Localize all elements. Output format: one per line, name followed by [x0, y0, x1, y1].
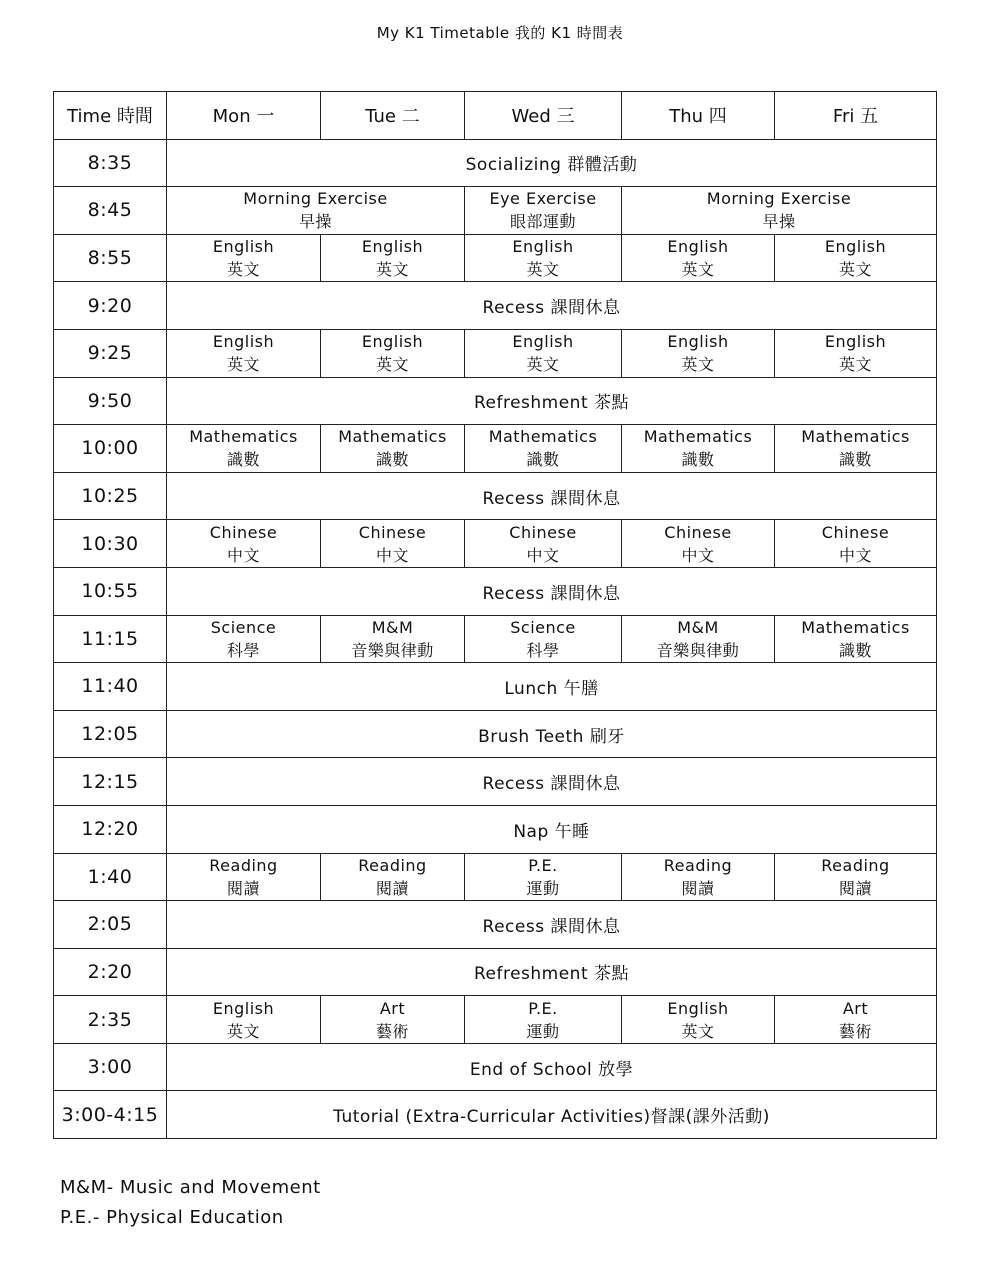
subject-en: English [212, 237, 275, 257]
subject-cell [465, 234, 622, 282]
subject-zh: 英文 [838, 260, 872, 280]
subject-zh: 閱讀 [838, 878, 872, 898]
subject-cell [167, 996, 321, 1044]
header-fri: Fri 五 [775, 92, 937, 140]
subject-zh: 眼部運動 [509, 212, 576, 232]
subject-cell [321, 520, 465, 568]
subject-en: P.E. [528, 998, 558, 1018]
table-row [54, 187, 937, 235]
time-cell: 9:50 [54, 377, 167, 425]
table-row [54, 853, 937, 901]
subject-zh: 識數 [375, 450, 409, 470]
table-row [54, 567, 937, 615]
subject-en: English [512, 237, 574, 257]
subject-en: Science [510, 617, 576, 637]
subject-en: English [361, 332, 424, 352]
table-row [54, 520, 937, 568]
subject-zh: 英文 [375, 260, 409, 280]
table-row [54, 996, 937, 1044]
subject-cell [321, 329, 465, 377]
subject-cell [775, 329, 937, 377]
header-tue: Tue 二 [321, 92, 465, 140]
activity-cell: Recess 課間休息 [167, 282, 937, 330]
activity-cell: Recess 課間休息 [167, 758, 937, 806]
time-cell: 8:45 [54, 187, 167, 235]
table-row [54, 425, 937, 473]
subject-zh: 英文 [681, 1021, 715, 1041]
footnote-pe: P.E.- Physical Education [60, 1207, 284, 1228]
subject-en: English [824, 332, 887, 352]
subject-zh: 識數 [838, 640, 872, 660]
subject-cell [622, 425, 775, 473]
subject-en: Chinese [509, 522, 577, 542]
table-row [54, 329, 937, 377]
subject-zh: 英文 [681, 260, 715, 280]
header-mon: Mon 一 [167, 92, 321, 140]
subject-cell [775, 234, 937, 282]
subject-en: Reading [209, 855, 278, 875]
subject-en: English [824, 237, 887, 257]
subject-zh: 科學 [226, 640, 260, 660]
footnotes [60, 1173, 321, 1233]
subject-en: English [512, 332, 574, 352]
subject-zh: 音樂與律動 [351, 640, 434, 660]
subject-zh: 英文 [226, 1021, 260, 1041]
subject-en: English [667, 237, 729, 257]
subject-cell [321, 234, 465, 282]
time-cell: 11:15 [54, 615, 167, 663]
header-wed: Wed 三 [465, 92, 622, 140]
subject-en: P.E. [528, 855, 558, 875]
subject-zh: 音樂與律動 [656, 640, 740, 660]
table-row [54, 139, 937, 187]
table-row [54, 948, 937, 996]
table-row [54, 901, 937, 949]
time-cell: 2:35 [54, 996, 167, 1044]
subject-en: English [667, 332, 729, 352]
activity-cell: Recess 課間休息 [167, 901, 937, 949]
subject-zh: 識數 [681, 450, 715, 470]
subject-zh: 閱讀 [375, 878, 409, 898]
subject-cell [167, 853, 321, 901]
activity-cell: Tutorial (Extra-Curricular Activities)督課(課外活動) [167, 1091, 937, 1139]
subject-cell [622, 329, 775, 377]
table-row [54, 758, 937, 806]
subject-en: Chinese [209, 522, 278, 542]
time-cell: 3:00 [54, 1043, 167, 1091]
table-row [54, 1043, 937, 1091]
subject-en: Mathematics [488, 427, 598, 447]
subject-zh: 英文 [838, 355, 872, 375]
subject-cell [775, 853, 937, 901]
subject-cell [465, 996, 622, 1044]
subject-en: Science [210, 617, 277, 637]
subject-cell [775, 615, 937, 663]
subject-zh: 藝術 [838, 1021, 872, 1041]
subject-en: Art [842, 998, 869, 1018]
time-cell: 2:05 [54, 901, 167, 949]
subject-en: English [361, 237, 424, 257]
subject-cell [465, 187, 622, 235]
time-cell: 10:25 [54, 472, 167, 520]
subject-en: Reading [358, 855, 427, 875]
subject-en: Reading [663, 855, 733, 875]
subject-cell [167, 615, 321, 663]
activity-cell: Refreshment 茶點 [167, 377, 937, 425]
time-cell: 10:55 [54, 567, 167, 615]
subject-zh: 英文 [226, 355, 260, 375]
subject-en: Chinese [821, 522, 890, 542]
subject-en: Mathematics [189, 427, 298, 447]
subject-zh: 藝術 [375, 1021, 409, 1041]
subject-cell [465, 425, 622, 473]
subject-cell [321, 425, 465, 473]
activity-cell: End of School 放學 [167, 1043, 937, 1091]
table-row [54, 615, 937, 663]
subject-cell [167, 425, 321, 473]
header-thu: Thu 四 [622, 92, 775, 140]
subject-cell [622, 187, 937, 235]
subject-cell [465, 329, 622, 377]
header-row [54, 92, 937, 140]
subject-cell [622, 520, 775, 568]
subject-zh: 中文 [226, 545, 260, 565]
subject-cell [321, 615, 465, 663]
subject-zh: 閱讀 [226, 878, 260, 898]
subject-en: Morning Exercise [706, 189, 852, 209]
time-cell: 2:20 [54, 948, 167, 996]
table-row [54, 710, 937, 758]
footnote-mm: M&M- Music and Movement [60, 1177, 321, 1198]
activity-cell: Lunch 午膳 [167, 663, 937, 711]
subject-cell [321, 996, 465, 1044]
subject-cell [622, 996, 775, 1044]
activity-cell: Brush Teeth 刷牙 [167, 710, 937, 758]
subject-en: English [212, 332, 275, 352]
activity-cell: Socializing 群體活動 [167, 139, 937, 187]
activity-cell: Recess 課間休息 [167, 472, 937, 520]
subject-zh: 英文 [526, 260, 560, 280]
time-cell: 12:20 [54, 805, 167, 853]
subject-en: Mathematics [643, 427, 753, 447]
subject-cell [775, 425, 937, 473]
time-cell: 9:25 [54, 329, 167, 377]
subject-en: Mathematics [801, 617, 910, 637]
time-cell: 9:20 [54, 282, 167, 330]
subject-zh: 中文 [526, 545, 560, 565]
subject-cell [622, 615, 775, 663]
subject-zh: 早操 [762, 212, 796, 232]
activity-cell: Recess 課間休息 [167, 567, 937, 615]
subject-cell [465, 520, 622, 568]
time-cell: 12:05 [54, 710, 167, 758]
subject-zh: 運動 [526, 878, 560, 898]
subject-cell [622, 853, 775, 901]
subject-zh: 早操 [298, 212, 332, 232]
subject-cell [167, 520, 321, 568]
subject-zh: 英文 [226, 260, 260, 280]
subject-cell [465, 615, 622, 663]
activity-cell: Refreshment 茶點 [167, 948, 937, 996]
subject-cell [465, 853, 622, 901]
table-row [54, 663, 937, 711]
timetable [53, 91, 937, 1139]
time-cell: 3:00-4:15 [54, 1091, 167, 1139]
subject-zh: 運動 [526, 1021, 560, 1041]
subject-en: M&M [677, 617, 719, 637]
time-cell: 1:40 [54, 853, 167, 901]
subject-cell [775, 996, 937, 1044]
subject-en: Mathematics [338, 427, 447, 447]
time-cell: 8:55 [54, 234, 167, 282]
table-row [54, 805, 937, 853]
subject-en: English [212, 998, 275, 1018]
subject-cell [167, 234, 321, 282]
subject-zh: 識數 [226, 450, 260, 470]
subject-zh: 英文 [526, 355, 560, 375]
table-row [54, 377, 937, 425]
table-row [54, 234, 937, 282]
subject-en: Reading [821, 855, 890, 875]
subject-zh: 中文 [838, 545, 872, 565]
table-row [54, 1091, 937, 1139]
subject-zh: 中文 [681, 545, 715, 565]
time-cell: 12:15 [54, 758, 167, 806]
subject-cell [167, 329, 321, 377]
subject-zh: 識數 [838, 450, 872, 470]
table-row [54, 282, 937, 330]
subject-cell [622, 234, 775, 282]
subject-en: Chinese [664, 522, 732, 542]
subject-zh: 閱讀 [681, 878, 715, 898]
time-cell: 11:40 [54, 663, 167, 711]
page-title: My K1 Timetable 我的 K1 時間表 [376, 24, 624, 42]
subject-en: Chinese [358, 522, 427, 542]
subject-en: Eye Exercise [489, 189, 597, 209]
subject-zh: 英文 [681, 355, 715, 375]
subject-cell [167, 187, 465, 235]
subject-en: Morning Exercise [243, 189, 388, 209]
time-cell: 8:35 [54, 139, 167, 187]
subject-en: Art [379, 998, 406, 1018]
subject-en: M&M [371, 617, 414, 637]
subject-zh: 科學 [526, 640, 560, 660]
subject-zh: 識數 [526, 450, 560, 470]
subject-en: Mathematics [801, 427, 910, 447]
table-row [54, 472, 937, 520]
subject-cell [321, 853, 465, 901]
subject-zh: 英文 [375, 355, 409, 375]
subject-en: English [667, 998, 729, 1018]
time-cell: 10:00 [54, 425, 167, 473]
subject-cell [775, 520, 937, 568]
activity-cell: Nap 午睡 [167, 805, 937, 853]
time-cell: 10:30 [54, 520, 167, 568]
subject-zh: 中文 [375, 545, 409, 565]
header-time: Time 時間 [54, 92, 167, 140]
timetable-body [54, 139, 937, 1138]
